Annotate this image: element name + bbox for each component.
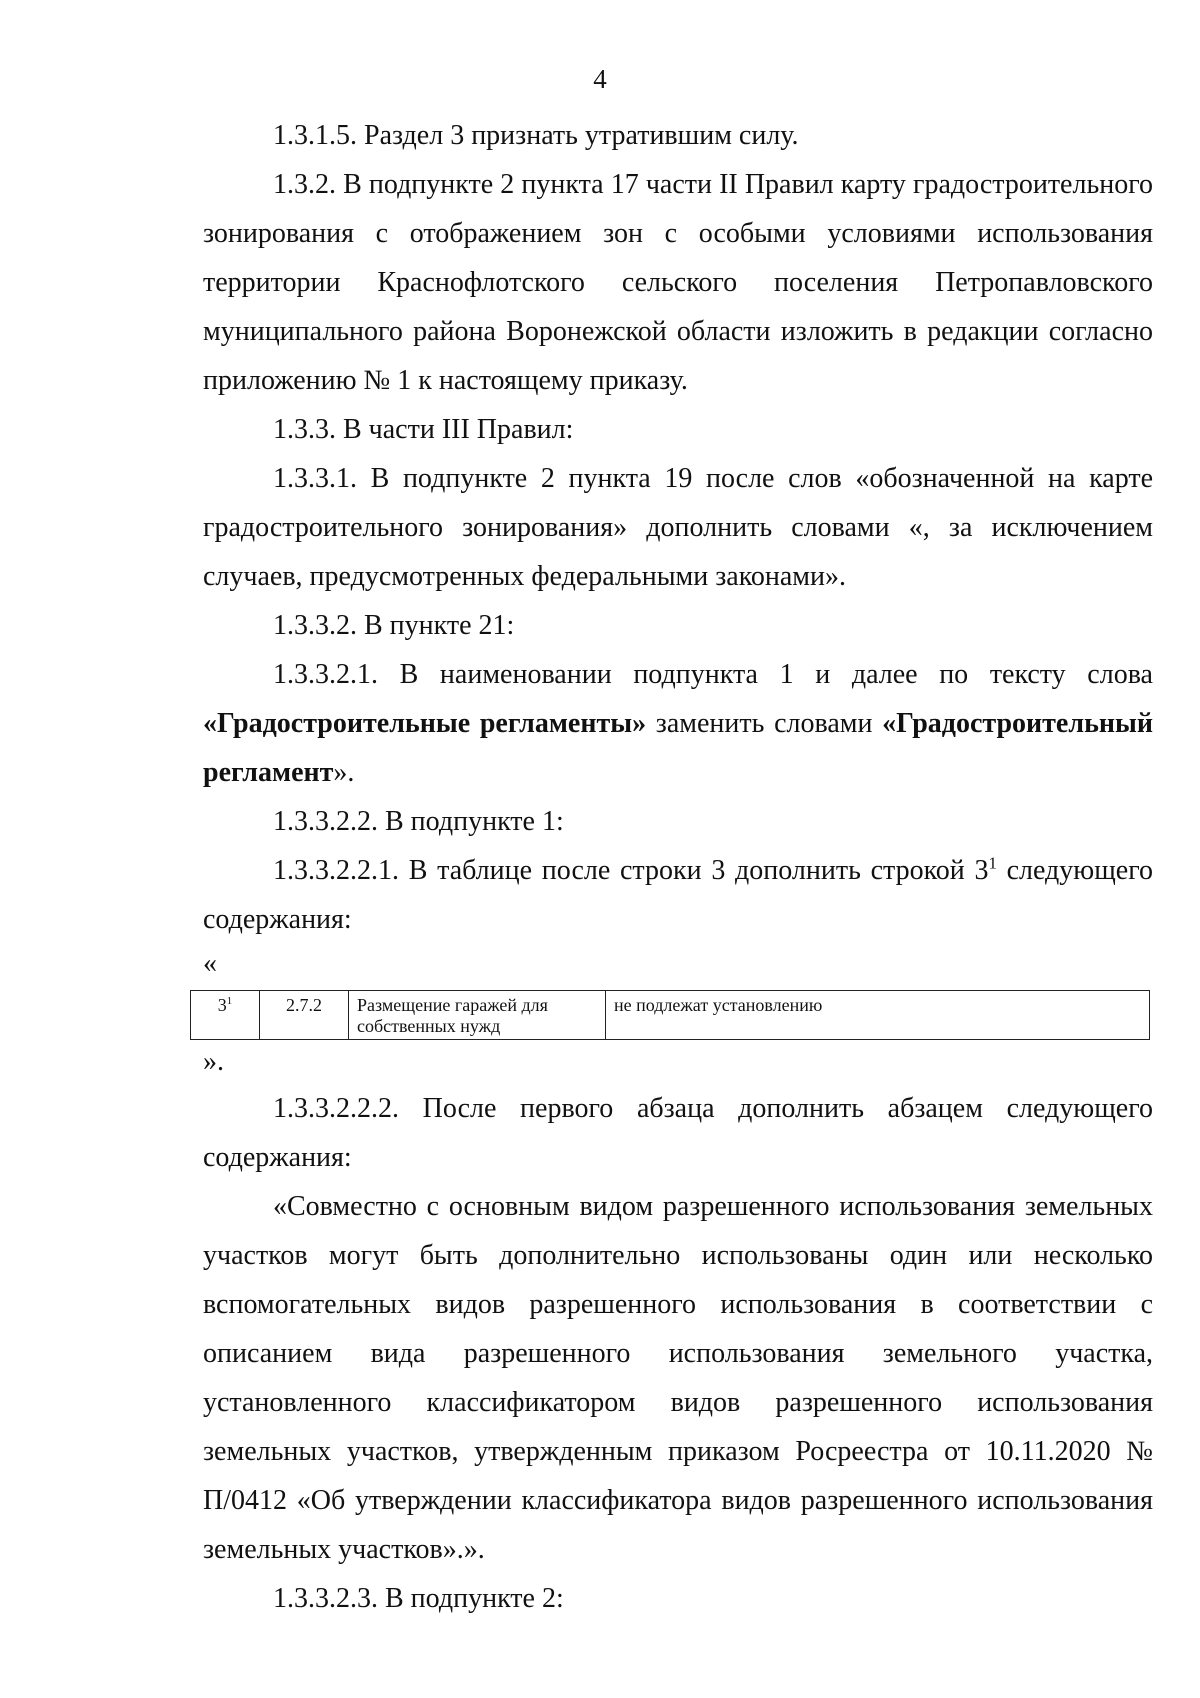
paragraph-1-3-3-2-2-1 <box>203 846 1153 944</box>
cell-value: не подлежат установлению <box>606 991 1150 1040</box>
paragraph-1-3-3-1: 1.3.3.1. В подпункте 2 пункта 19 после слов «обозначенной на карте градостроительного зонирования» дополнить словами «, за исключением случаев, предусмотренных федеральными законами». <box>203 463 1153 592</box>
paragraph-1-3-3: 1.3.3. В части III Правил: <box>273 414 574 445</box>
paragraph-text: следующего содержания: <box>203 855 1153 935</box>
document-body <box>203 111 1153 1623</box>
cell-row-number <box>191 991 260 1040</box>
paragraph-1-3-1-5: 1.3.1.5. Раздел 3 признать утратившим силу. <box>273 120 799 151</box>
paragraph-1-3-3-2: 1.3.3.2. В пункте 21: <box>273 610 515 641</box>
paragraph-text: 1.3.3.2.1. В наименовании подпункта 1 и далее по тексту слова <box>273 659 1153 690</box>
inserted-row-table <box>190 990 1150 1040</box>
paragraph-1-3-2: 1.3.2. В подпункте 2 пункта 17 части II Правил карту градостроительного зонирования с отображением зон с особыми условиями использования территории Краснофлотского сельского поселения Петропавловского муниципального района Воронежской области изложить в редакции согласно приложению № 1 к настоящему приказу. <box>203 169 1153 396</box>
page-number: 4 <box>593 64 607 94</box>
paragraph-1-3-3-2-2: 1.3.3.2.2. В подпункте 1: <box>273 806 564 837</box>
table-row <box>191 991 1150 1040</box>
bold-term-new: «Градостроительный регламент <box>203 708 1153 788</box>
paragraph-text: 1.3.3.2.2.1. В таблице после строки 3 дополнить строкой 3 <box>273 855 989 886</box>
cell-code: 2.7.2 <box>260 991 349 1040</box>
superscript: 1 <box>226 995 233 1007</box>
paragraph-1-3-3-2-3: 1.3.3.2.3. В подпункте 2: <box>273 1583 564 1614</box>
paragraph-text: заменить словами <box>646 708 883 739</box>
cell-use-name: Размещение гаражей для собственных нужд <box>349 991 606 1040</box>
row-number: 3 <box>217 995 227 1015</box>
superscript: 1 <box>988 853 997 873</box>
quote-open-mark: « <box>203 948 217 979</box>
paragraph-text: ». <box>333 757 355 788</box>
bold-term-old: «Градостроительные регламенты» <box>203 708 647 739</box>
paragraph-1-3-3-2-1 <box>203 650 1153 797</box>
quoted-paragraph: «Совместно с основным видом разрешенного использования земельных участков могут быть дополнительно использованы один или несколько вспомогательных видов разрешенного использования в соответствии с описанием вида разрешенного использования земельного участка, установленного классификатором видов разрешенного использования земельных участков, утвержденным приказом Росреестра от 10.11.2020 № П/0412 «Об утверждении классификатора видов разрешенного использования земельных участков».». <box>203 1191 1153 1565</box>
quote-close-mark: ». <box>203 1046 224 1077</box>
paragraph-1-3-3-2-2-2: 1.3.3.2.2.2. После первого абзаца дополнить абзацем следующего содержания: <box>203 1093 1153 1173</box>
